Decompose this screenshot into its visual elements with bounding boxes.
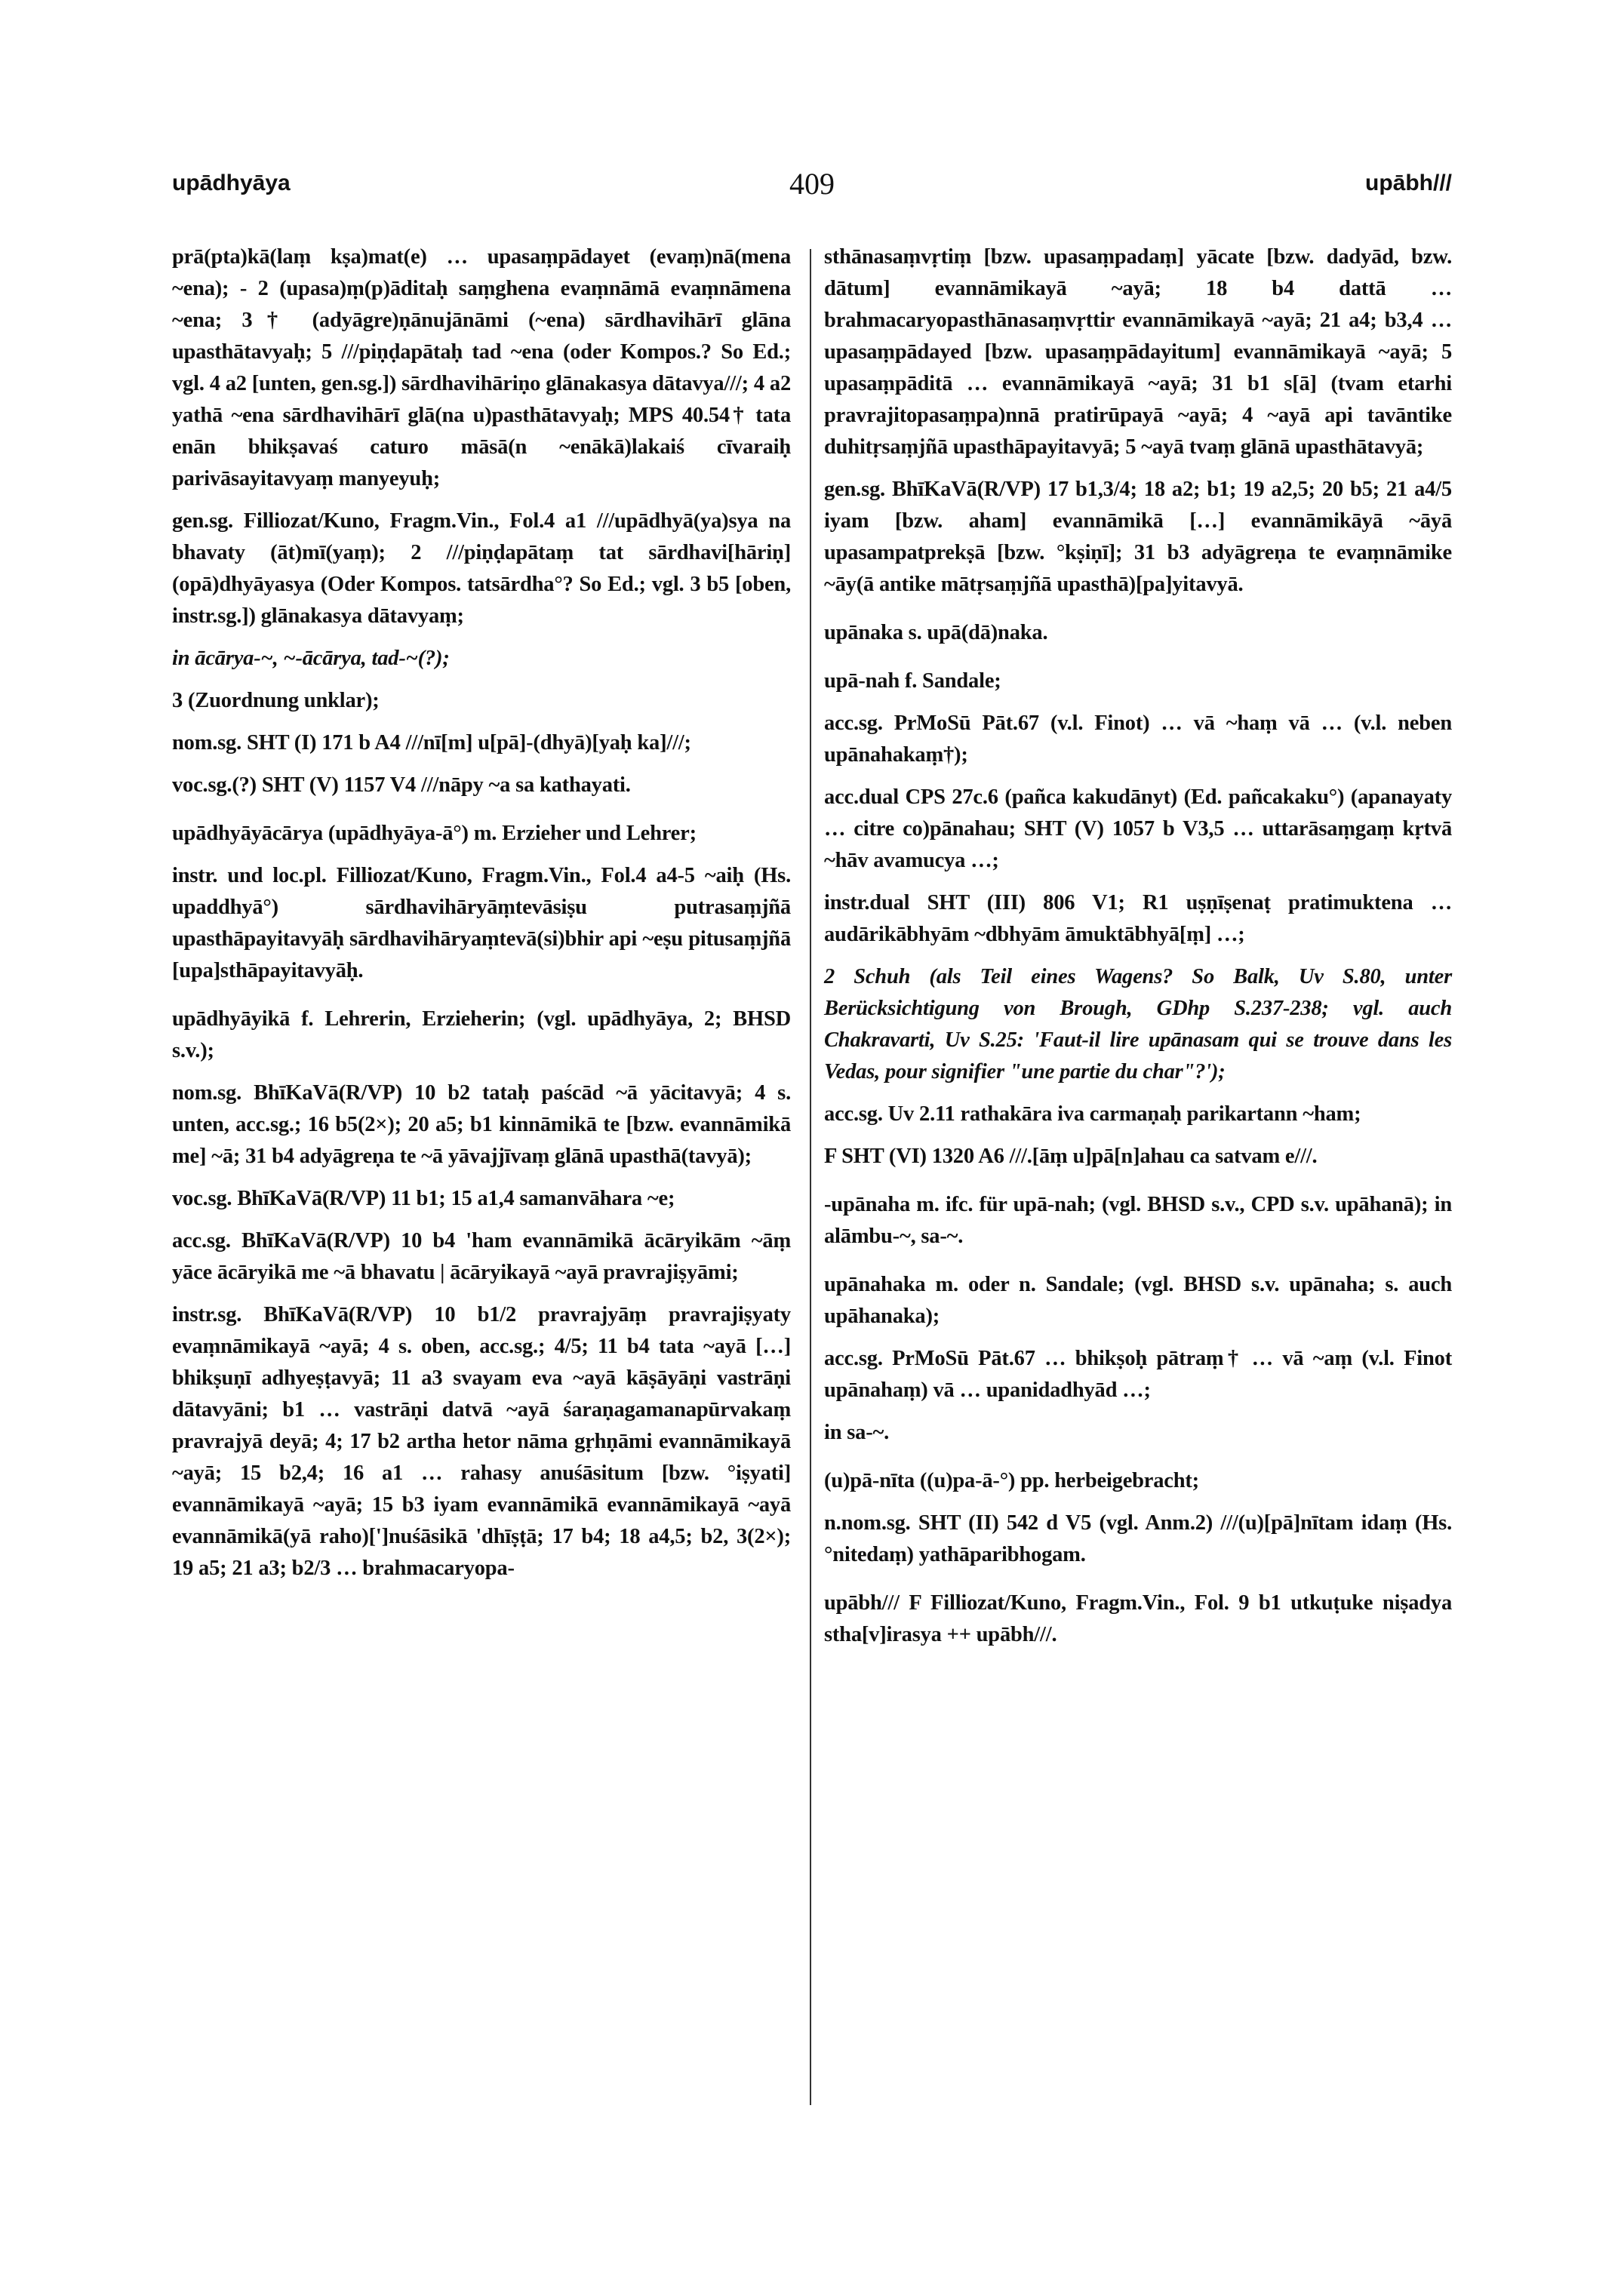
- lemma-heading: -upānaha m. ifc. für upā-nah; (vgl. BHSD s.v., CPD s.v. upāhanā); in alāmbu-~, sa-~.: [824, 1193, 1452, 1248]
- entry-paragraph: acc.sg. PrMoSū Pāt.67 (v.l. Finot) … vā ~haṃ vā … (v.l. neben upānahakaṃ†);: [824, 712, 1452, 767]
- entry-paragraph: F SHT (VI) 1320 A6 ///.[āṃ u]pā[n]ahau ca satvam e///.: [824, 1145, 1318, 1168]
- entry-paragraph: nom.sg. SHT (I) 171 b A4 ///nī[m] u[pā]-(dhyā)[yaḥ ka]///;: [172, 731, 691, 755]
- entry-paragraph: 3 (Zuordnung unklar);: [172, 689, 380, 712]
- page-number: 409: [789, 167, 835, 201]
- entry-paragraph: instr.dual SHT (III) 806 V1; R1 uṣṇīṣenaṭ pratimuktena … audārikābhyām ~dbhyām āmuktābhyā[ṃ] …;: [824, 891, 1452, 946]
- entry-paragraph: n.nom.sg. SHT (II) 542 d V5 (vgl. Anm.2) ///(u)[pā]nītam idaṃ (Hs. °nitedaṃ) yathāparibhogam.: [824, 1511, 1452, 1566]
- lemma-heading: upā-nah f. Sandale;: [824, 669, 1001, 693]
- entry-paragraph: prā(pta)kā(laṃ kṣa)mat(e) … upasaṃpādayet (evaṃ)nā(mena ~ena); - 2 (upasa)ṃ(p)āditaḥ saṃghena evaṃnāmā evaṃnāmena ~ena; 3† (adyāgre)ṇānujānāmi (~ena) sārdhavihārī glāna upasthātavyaḥ; 5 ///piṇḍapātaḥ tad ~ena (oder Kompos.? So Ed.; vgl. 4 a2 [unten, gen.sg.]) sārdhavihāriṇo glānakasya dātavya///; 4 a2 yathā ~ena sārdhavihārī glā(na u)pasthātavyaḥ; MPS 40.54† tata enān bhikṣavaś caturo māsā(n ~enākā)lakaiś cīvaraiḥ parivāsayitavyaṃ manyeyuḥ;: [172, 245, 791, 490]
- right-column: [824, 241, 1452, 1661]
- entry-paragraph: voc.sg.(?) SHT (V) 1157 V4 ///nāpy ~a sa kathayati.: [172, 773, 631, 797]
- entry-paragraph: gen.sg. Filliozat/Kuno, Fragm.Vin., Fol.4 a1 ///upādhyā(ya)sya na bhavaty (āt)mī(yaṃ); 2 ///piṇḍapātaṃ tat sārdhavi[hāriṇ](opā)dhyāyasya (Oder Kompos. tatsārdha°? So Ed.; vgl. 3 b5 [oben, instr.sg.]) glānakasya dātavyaṃ;: [172, 509, 791, 628]
- entry-paragraph: 2 Schuh (als Teil eines Wagens? So Balk, Uv S.80, unter Berücksichtigung von Brough, GDhp S.237-238; vgl. auch Chakravarti, Uv S.25: 'Faut-il lire upānasam qui se trouve dans les Vedas, pour signifier "une partie du char"?');: [824, 965, 1452, 1083]
- lemma-heading: (u)pā-nīta ((u)pa-ā-°) pp. herbeigebracht;: [824, 1469, 1199, 1492]
- entry-paragraph: acc.dual CPS 27c.6 (pañca kakudānyt) (Ed. pañcakaku°) (apanayaty … citre co)pānahau; SHT (V) 1057 b V3,5 … uttarāsaṃgaṃ kṛtvā ~hāv avamucya …;: [824, 785, 1452, 872]
- lemma-heading: upānahaka m. oder n. Sandale; (vgl. BHSD s.v. upānaha; s. auch upāhanaka);: [824, 1273, 1452, 1328]
- entry-paragraph: instr.sg. BhīKaVā(R/VP) 10 b1/2 pravrajyāṃ pravrajiṣyaty evaṃnāmikayā ~ayā; 4 s. oben, acc.sg.; 4/5; 11 b4 tata ~ayā […] bhikṣuṇī adhyeṣṭavyā; 11 a3 svayam eva ~ayā kāṣāyāṇi vastrāṇi dātavyāni; b1 … vastrāṇi datvā ~ayā śaraṇagamanapūrvakaṃ pravrajyā deyā; 4; 17 b2 artha hetor nāma gṛhṇāmi evannāmikayā ~ayā; 15 b2,4; 16 a1 … rahasy anuśāsitum [bzw. °iṣyati] evannāmikayā ~ayā; 15 b3 iyam evannāmikā evannāmikayā ~ayā evannāmikā(yā raho)[']nuśāsikā 'dhīṣṭā; 17 b4; 18 a4,5; b2, 3(2×); 19 a5; 21 a3; b2/3 … brahmacaryopa-: [172, 1303, 791, 1580]
- entry-paragraph: acc.sg. PrMoSū Pāt.67 … bhikṣoḥ pātraṃ† … vā ~aṃ (v.l. Finot upānahaṃ) vā … upanidadhyād …;: [824, 1347, 1452, 1402]
- lemma-heading: upānaka s. upā(dā)naka.: [824, 621, 1048, 644]
- left-column: [172, 241, 791, 1595]
- entry-paragraph: voc.sg. BhīKaVā(R/VP) 11 b1; 15 a1,4 samanvāhara ~e;: [172, 1187, 675, 1210]
- entry-paragraph: instr. und loc.pl. Filliozat/Kuno, Fragm.Vin., Fol.4 a4-5 ~aiḥ (Hs. upaddhyā°) sārdhavihāryāṃtevāsiṣu putrasaṃjñā upasthāpayitavyāḥ sārdhavihāryaṃtevā(si)bhir api ~eṣu pitusaṃjñā [upa]sthāpayitavyāḥ.: [172, 864, 791, 982]
- lemma-heading: upābh/// F Filliozat/Kuno, Fragm.Vin., Fol. 9 b1 utkuṭuke niṣadya stha[v]irasya ++ upābh///.: [824, 1591, 1452, 1646]
- lemma-heading: upādhyāyācārya (upādhyāya-ā°) m. Erzieher und Lehrer;: [172, 822, 697, 845]
- entry-paragraph: nom.sg. BhīKaVā(R/VP) 10 b2 tataḥ paścād ~ā yācitavyā; 4 s. unten, acc.sg.; 16 b5(2×); 20 a5; b1 kinnāmikā te [bzw. evannāmikā me] ~ā; 31 b4 adyāgreṇa te ~ā yāvajjīvaṃ glānā upasthā(tavyā);: [172, 1081, 791, 1168]
- entry-paragraph: in sa-~.: [824, 1421, 890, 1444]
- entry-paragraph: acc.sg. BhīKaVā(R/VP) 10 b4 'ham evannāmikā ācāryikām ~āṃ yāce ācāryikā me ~ā bhavatu | ācāryikayā ~ayā pravrajiṣyāmi;: [172, 1229, 791, 1284]
- header-left-catchword: upādhyāya: [172, 171, 291, 195]
- entry-paragraph: sthānasaṃvṛtiṃ [bzw. upasaṃpadaṃ] yācate [bzw. dadyād, bzw. dātum] evannāmikayā ~ayā; 18 b4 dattā … brahmacaryopasthānasaṃvṛttir evannāmikayā ~ayā; 21 a4; b3,4 … upasaṃpādayed [bzw. upasaṃpādayitum] evannāmikayā ~ayā; 5 upasaṃpāditā … evannāmikayā ~ayā; 31 b1 s[ā] (tvam etarhi pravrajitopasaṃpa)nnā pratirūpayā ~ayā; 4 ~ayā api tavāntike duhitṛsaṃjñā upasthāpayitavyā; 5 ~ayā tvaṃ glānā upasthātavyā;: [824, 245, 1452, 459]
- lemma-heading: upādhyāyikā f. Lehrerin, Erzieherin; (vgl. upādhyāya, 2; BHSD s.v.);: [172, 1007, 791, 1062]
- column-divider: [810, 249, 811, 2105]
- entry-paragraph: gen.sg. BhīKaVā(R/VP) 17 b1,3/4; 18 a2; b1; 19 a2,5; 20 b5; 21 a4/5 iyam [bzw. aham] evannāmikā […] evannāmikāyā ~āyā upasampatprekṣā [bzw. °kṣiṇī]; 31 b3 adyāgreṇa te evaṃnāmike ~āy(ā antike mātṛsaṃjñā upasthā)[pa]yitavyā.: [824, 478, 1452, 596]
- running-head: [172, 167, 1452, 204]
- header-right-catchword: upābh///: [1365, 171, 1452, 195]
- entry-paragraph: in ācārya-~, ~-ācārya, tad-~(?);: [172, 647, 450, 670]
- entry-paragraph: acc.sg. Uv 2.11 rathakāra iva carmaṇaḥ parikartann ~ham;: [824, 1102, 1361, 1126]
